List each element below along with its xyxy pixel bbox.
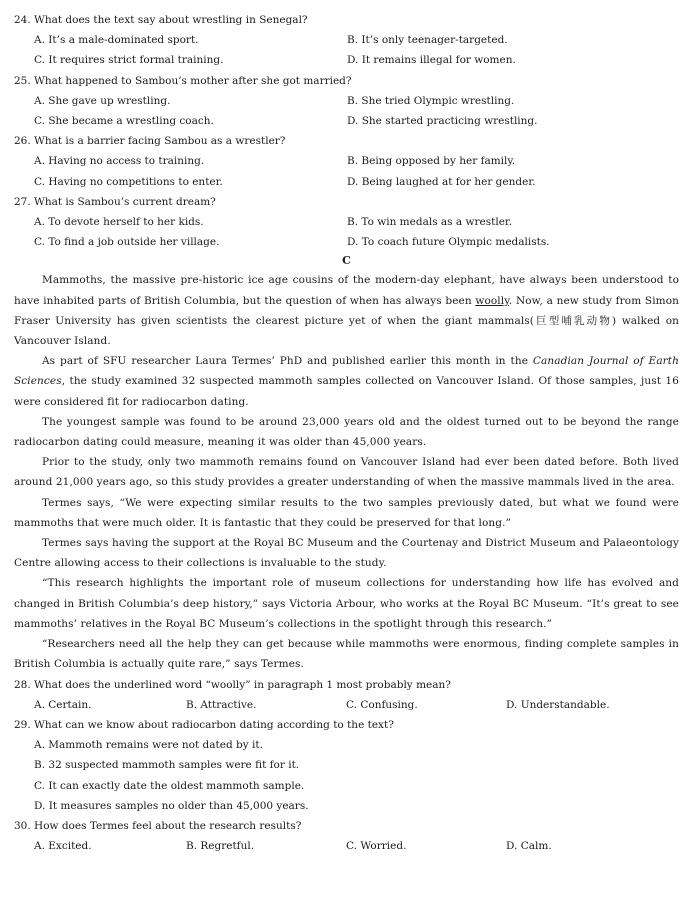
option-28-c: C. Confusing. [346,698,418,711]
option-28-d: D. Understandable. [506,698,610,711]
question-28-options [14,695,679,715]
option-27-a: A. To devote herself to her kids. [34,216,204,229]
option-25-a: A. She gave up wrestling. [34,94,171,107]
option-24-c: C. It requires strict formal training. [34,54,224,67]
passage-paragraph-5: Termes says, “We were expecting similar results to the two samples previously dated, but what we found were mammoths that were much older. It is fantastic that they could be preserved for that long.” [14,496,679,529]
question-30-options [14,836,679,856]
option-26-a: A. Having no access to training. [34,155,205,168]
option-25-b: B. She tried Olympic wrestling. [347,94,515,107]
passage-paragraph-3: The youngest sample was found to be around 23,000 years old and the oldest turned out to be beyond the range radiocarbon dating could measure, meaning it was older than 45,000 years. [14,415,679,449]
passage-text: . Now, a new study from Simon Fraser University has given scientists the clearest picture yet of when the giant mammals(巨型哺乳动物) walked on Vancouver Island. [14,294,679,348]
option-28-b: B. Attractive. [186,698,257,711]
question-24-options [14,30,679,70]
option-27-b: B. To win medals as a wrestler. [347,216,513,229]
journal-title: Canadian Journal of Earth Sciences [14,355,679,388]
passage-text: Mammoths, the massive pre-historic ice age cousins of the modern-day elephant, have always been understood to have inhabited parts of British Columbia, but the question of when has always been [14,274,679,307]
option-26-d: D. Being laughed at for her gender. [347,175,536,188]
passage-paragraph-7: “This research highlights the important role of museum collections for understanding how life has evolved and changed in British Columbia’s deep history,” says Victoria Arbour, who works at the Royal BC Museum. “It’s great to see mammoths’ relatives in the Royal BC Museum’s collections in the spotlight through this research.” [14,577,679,630]
option-29-b: B. 32 suspected mammoth samples were fit for it. [34,759,300,772]
question-26: 26. What is a barrier facing Sambou as a wrestler? [14,135,286,148]
question-27-options [14,212,679,252]
question-30: 30. How does Termes feel about the research results? [14,819,302,832]
option-30-b: B. Regretful. [186,840,255,853]
option-27-d: D. To coach future Olympic medalists. [347,236,550,249]
option-30-a: A. Excited. [34,840,92,853]
question-29: 29. What can we know about radiocarbon dating according to the text? [14,718,394,731]
option-29-d: D. It measures samples no older than 45,000 years. [34,799,309,812]
option-27-c: C. To find a job outside her village. [34,236,220,249]
option-28-a: A. Certain. [34,698,92,711]
question-26-options [14,151,679,191]
option-24-d: D. It remains illegal for women. [347,54,516,67]
option-25-d: D. She started practicing wrestling. [347,115,538,128]
question-28: 28. What does the underlined word “woolly” in paragraph 1 most probably mean? [14,678,451,691]
question-25-options [14,91,679,131]
option-25-c: C. She became a wrestling coach. [34,115,214,128]
passage-text: , the study examined 32 suspected mammoth samples collected on Vancouver Island. Of those samples, just 16 were considered fit for radiocarbon dating. [14,375,679,408]
option-26-c: C. Having no competitions to enter. [34,175,223,188]
option-29-c: C. It can exactly date the oldest mammoth sample. [34,779,305,792]
option-29-a: A. Mammoth remains were not dated by it. [34,739,263,752]
passage-paragraph-1 [14,270,679,351]
question-27: 27. What is Sambou’s current dream? [14,195,216,208]
question-24: 24. What does the text say about wrestling in Senegal? [14,14,308,26]
option-24-b: B. It’s only teenager-targeted. [347,34,508,47]
option-26-b: B. Being opposed by her family. [347,155,516,168]
underlined-word: woolly [475,294,509,307]
option-30-c: C. Worried. [346,840,407,853]
passage-paragraph-2 [14,351,679,412]
question-25: 25. What happened to Sambou’s mother after she got married? [14,74,352,87]
passage-paragraph-8: “Researchers need all the help they can get because while mammoths were enormous, finding complete samples in British Columbia is actually quite rare,” says Termes. [14,638,679,671]
section-heading: C [342,254,351,268]
passage-text: As part of SFU researcher Laura Termes’ PhD and published earlier this month in the [42,355,533,368]
option-24-a: A. It’s a male-dominated sport. [34,34,199,47]
option-30-d: D. Calm. [506,840,552,853]
passage-paragraph-4: Prior to the study, only two mammoth remains found on Vancouver Island had ever been dated before. Both lived around 21,000 years ago, so this study provides a greater understanding of when the massive mammals lived in the area. [14,456,679,489]
passage-paragraph-6: Termes says having the support at the Royal BC Museum and the Courtenay and District Museum and Palaeontology Centre allowing access to their collections is invaluable to the study. [14,537,679,570]
